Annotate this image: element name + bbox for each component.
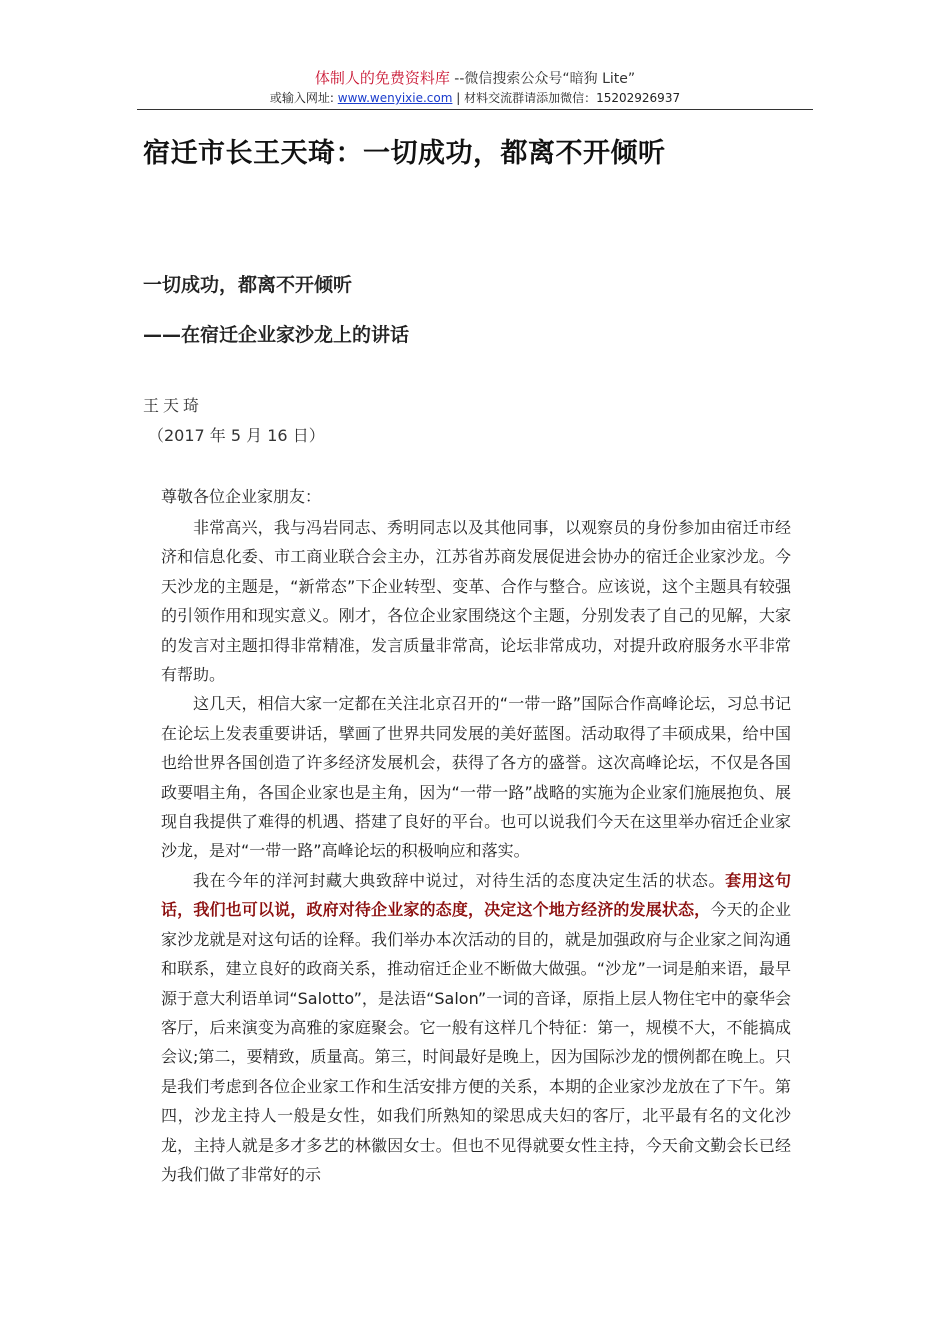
paragraph-3 (161, 866, 791, 1189)
speech-title: 一切成功，都离不开倾听 (143, 274, 353, 296)
paragraph-1: 非常高兴，我与冯岩同志、秀明同志以及其他同事，以观察员的身份参加由宿迁市经济和信息化委、市工商业联合会主办，江苏省苏商发展促进会协办的宿迁企业家沙龙。今天沙龙的主题是，“新常态”下企业转型、变革、合作与整合。应该说，这个主题具有较强的引领作用和现实意义。刚才，各位企业家围绕这个主题，分别发表了自己的见解，大家的发言对主题扣得非常精准，发言质量非常高，论坛非常成功，对提升政府服务水平非常有帮助。 (161, 518, 791, 685)
highlighted-quote: 套用这句话，我们也可以说，政府对待企业家的态度，决定这个地方经济的发展状态， (161, 870, 791, 920)
paragraph-3-intro: 我在今年的洋河封藏大典致辞中说过，对待生活的态度决定生活的状态。 (193, 870, 726, 890)
speech-date: （2017 年 5 月 16 日） (148, 426, 325, 445)
header-tagline: --微信搜索公众号“暗狗 Lite” (454, 71, 636, 87)
page-header (0, 68, 950, 107)
contact-info: | 材料交流群请添加微信：15202926937 (456, 91, 681, 105)
paragraph-3-body: 今天的企业家沙龙就是对这句话的诠释。我们举办本次活动的目的，就是加强政府与企业家之间沟通和联系，建立良好的政商关系，推动宿迁企业不断做大做强。“沙龙”一词是舶来语，最早源于意大利语单词“Salotto”，是法语“Salon”一词的音译，原指上层人物住宅中的豪华会客厅，后来演变为高雅的家庭聚会。它一般有这样几个特征：第一，规模不大，不能搞成会议;第二，要精致，质量高。第三，时间最好是晚上，因为国际沙龙的惯例都在晚上。只是我们考虑到各位企业家工作和生活安排方便的关系，本期的企业家沙龙放在了下午。第四，沙龙主持人一般是女性，如我们所熟知的梁思成夫妇的客厅，北平最有名的文化沙龙，主持人就是多才多艺的林徽因女士。但也不见得就要女性主持，今天俞文勤会长已经为我们做了非常好的示 (161, 900, 791, 1184)
header-brand-line (0, 68, 950, 89)
paragraph-2: 这几天，相信大家一定都在关注北京召开的“一带一路”国际合作高峰论坛，习总书记在论坛上发表重要讲话，擘画了世界共同发展的美好蓝图。活动取得了丰硕成果，给中国也给世界各国创造了许多经济发展机会，获得了各方的盛誉。这次高峰论坛，不仅是各国政要唱主角，各国企业家也是主角，因为“一带一路”战略的实施为企业家们施展抱负、展现自我提供了难得的机遇、搭建了良好的平台。也可以说我们今天在这里举办宿迁企业家沙龙，是对“一带一路”高峰论坛的积极响应和落实。 (161, 694, 791, 861)
header-divider (137, 109, 813, 110)
salutation: 尊敬各位企业家朋友： (161, 487, 322, 506)
document-title: 宿迁市长王天琦：一切成功，都离不开倾听 (143, 138, 666, 169)
website-link[interactable]: www.wenyixie.com (337, 91, 453, 105)
author-name: 王天琦 (143, 396, 204, 415)
speech-subtitle: ——在宿迁企业家沙龙上的讲话 (143, 324, 410, 346)
url-prefix: 或输入网址: (269, 91, 334, 105)
speech-body (161, 513, 791, 1189)
brand-name: 体制人的免费资料库 (314, 69, 450, 87)
header-contact-line (0, 89, 950, 107)
